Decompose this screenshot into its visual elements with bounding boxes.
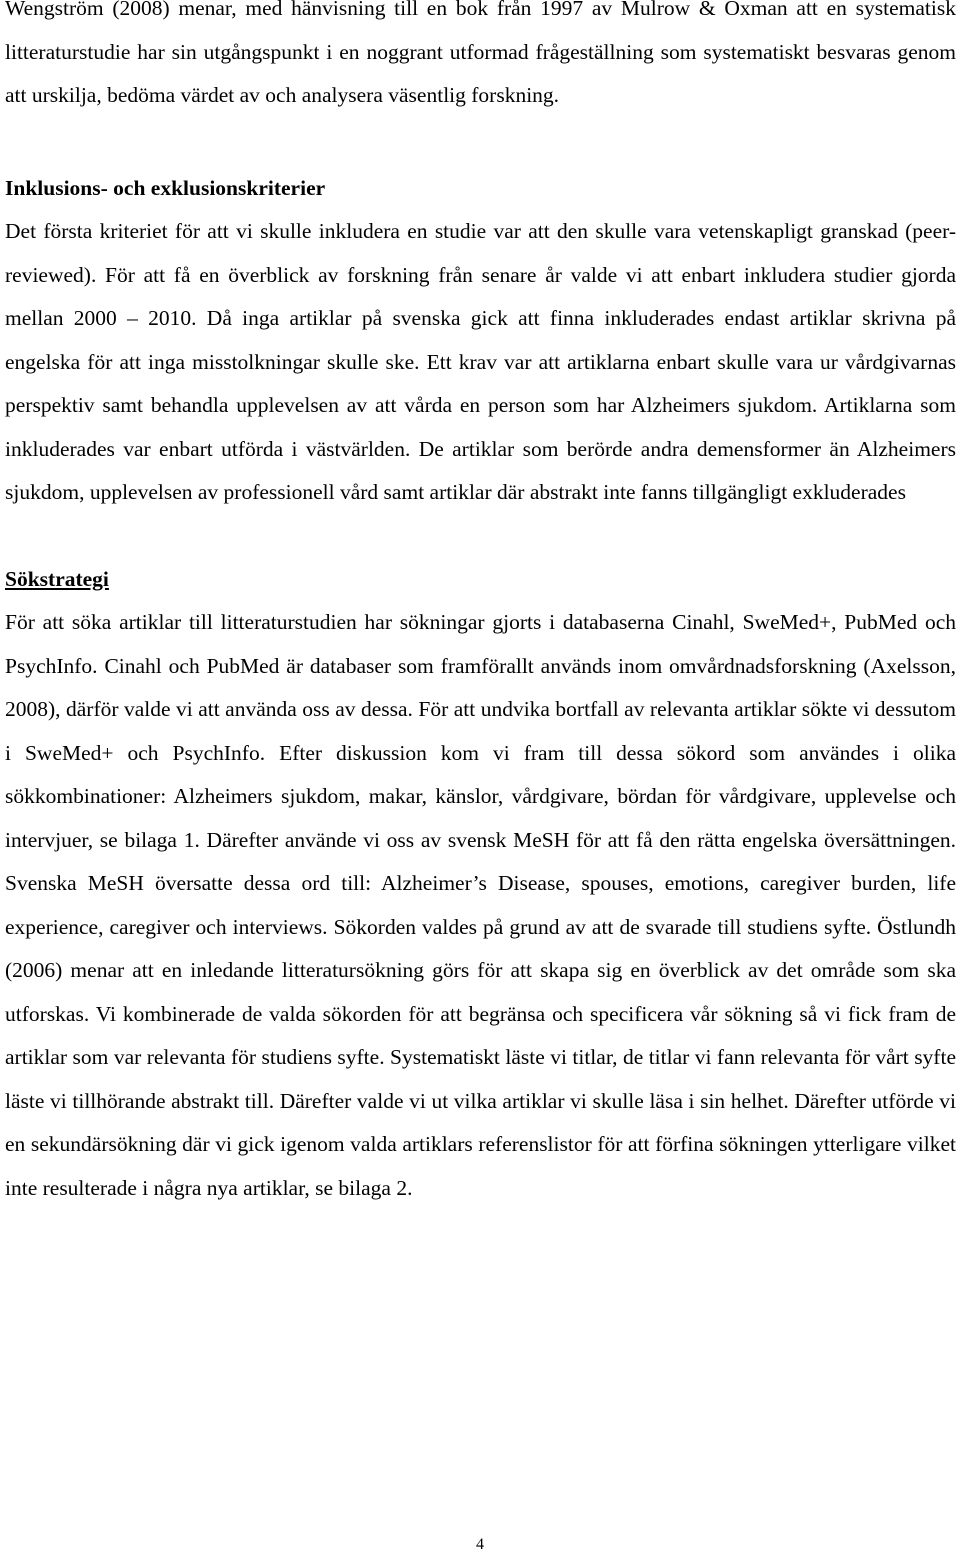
document-page: [5, 0, 956, 1210]
intro-paragraph: Wengström (2008) menar, med hänvisning till en bok från 1997 av Mulrow & Oxman att en systematisk litteraturstudie har sin utgångspunkt i en noggrant utformad frågeställning som systematiskt besvaras genom att urskilja, bedöma värdet av och analysera väsentlig forskning.: [5, 0, 956, 107]
section-heading-inclusion-criteria: Inklusions- och exklusionskriterier: [5, 175, 326, 200]
inclusion-criteria-paragraph: Det första kriteriet för att vi skulle inkludera en studie var att den skulle vara vetenskapligt granskad (peer-reviewed). För att få en överblick av forskning från senare år valde vi att enbart inkludera studier gjorda mellan 2000 – 2010. Då inga artiklar på svenska gick att finna inkluderades endast artiklar skrivna på engelska för att inga misstolkningar skulle ske. Ett krav var att artiklarna enbart skulle vara ur vårdgivarnas perspektiv samt behandla upplevelsen av att vårda en person som har Alzheimers sjukdom. Artiklarna som inkluderades var enbart utförda i västvärlden. De artiklar som berörde andra demensformer än Alzheimers sjukdom, upplevelsen av professionell vård samt artiklar där abstrakt inte fanns tillgängligt exkluderades: [5, 219, 956, 504]
page-number: 4: [476, 1536, 484, 1553]
search-strategy-paragraph: För att söka artiklar till litteraturstudien har sökningar gjorts i databaserna Cinahl, SweMed+, PubMed och PsychInfo. Cinahl och PubMed är databaser som framförallt används inom omvårdnadsforskning (Axelsson, 2008), därför valde vi att använda oss av dessa. För att undvika bortfall av relevanta artiklar sökte vi dessutom i SweMed+ och PsychInfo. Efter diskussion kom vi fram till dessa sökord som användes i olika sökkombinationer: Alzheimers sjukdom, makar, känslor, vårdgivare, bördan för vårdgivare, upplevelse och intervjuer, se bilaga 1. Därefter använde vi oss av svensk MeSH för att få den rätta engelska översättningen. Svenska MeSH översatte dessa ord till: Alzheimer’s Disease, spouses, emotions, caregiver burden, life experience, caregiver och interviews. Sökorden valdes på grund av att de svarade till studiens syfte. Östlundh (2006) menar att en inledande litteratursökning görs för att skapa sig en överblick av det område som ska utforskas. Vi kombinerade de valda sökorden för att begränsa och specificera vår sökning så vi fick fram de artiklar som var relevanta för studiens syfte. Systematiskt läste vi titlar, de titlar vi fann relevanta för vårt syfte läste vi tillhörande abstrakt till. Därefter valde vi ut vilka artiklar vi skulle läsa i sin helhet. Därefter utförde vi en sekundärsökning där vi gick igenom valda artiklars referenslistor för att förfina sökningen ytterligare vilket inte resulterade i några nya artiklar, se bilaga 2.: [5, 610, 956, 1200]
section-heading-search-strategy: Sökstrategi: [5, 566, 109, 591]
